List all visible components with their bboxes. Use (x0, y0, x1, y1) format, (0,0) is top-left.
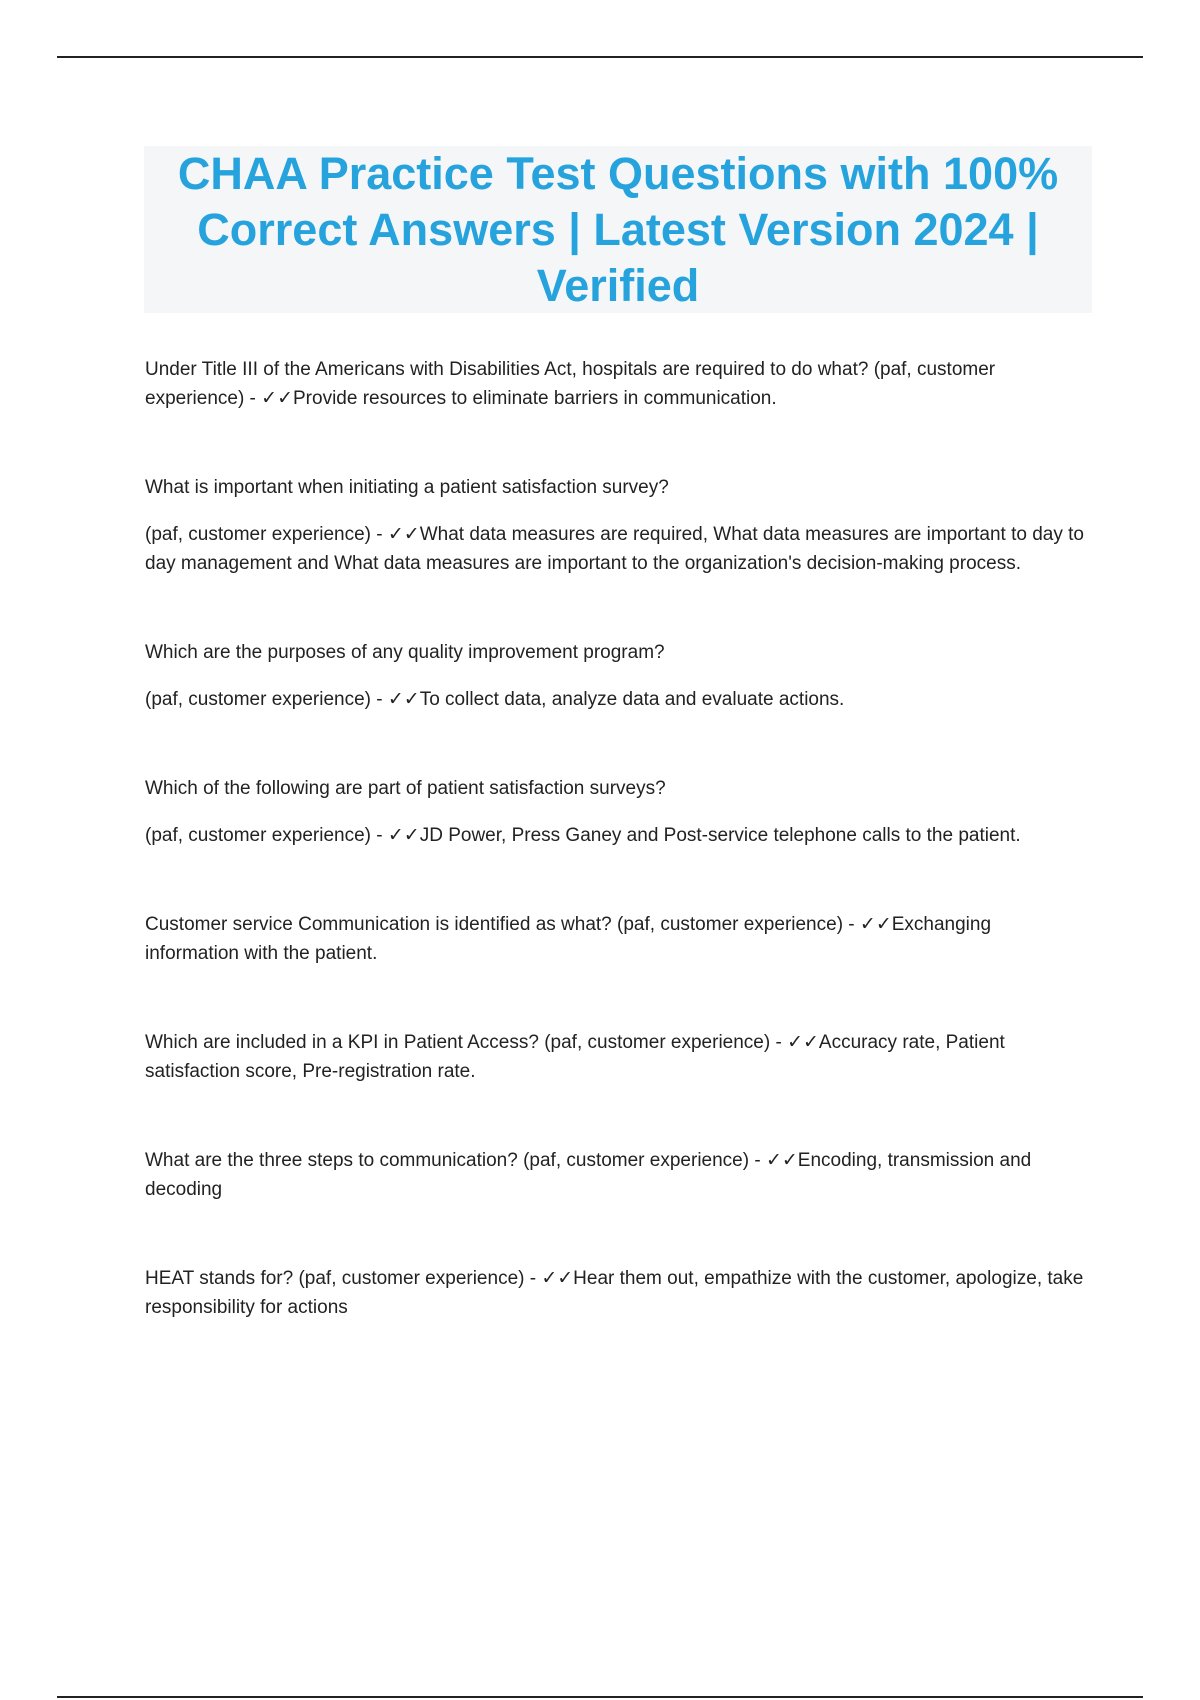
qa-item-6-text: Which are included in a KPI in Patient Access? (paf, customer experience) - ✓✓Accuracy rate, Patient satisfaction score, Pre-registration rate. (145, 1032, 1005, 1082)
qa-item-8 (145, 1264, 1090, 1322)
top-rule (57, 56, 1143, 58)
qa-item-5 (145, 910, 1090, 968)
title-banner (144, 146, 1092, 313)
qa-item-3-question: Which are the purposes of any quality improvement program? (145, 642, 665, 663)
qa-item-3-answer: (paf, customer experience) - ✓✓To collect data, analyze data and evaluate actions. (145, 689, 845, 710)
qa-item-4-answer: (paf, customer experience) - ✓✓JD Power, Press Ganey and Post-service telephone calls to the patient. (145, 825, 1021, 846)
qa-item-4 (145, 774, 1090, 850)
qa-item-4-question: Which of the following are part of patient satisfaction surveys? (145, 778, 666, 799)
qa-item-1 (145, 355, 1090, 413)
question-list (145, 355, 1090, 1322)
qa-item-8-text: HEAT stands for? (paf, customer experience) - ✓✓Hear them out, empathize with the customer, apologize, take responsibility for actions (145, 1268, 1084, 1318)
bottom-rule (57, 1696, 1143, 1698)
qa-item-2-answer: (paf, customer experience) - ✓✓What data measures are required, What data measures are important to day to day management and What data measures are important to the organization's decision-making process. (145, 524, 1084, 574)
qa-item-5-text: Customer service Communication is identified as what? (paf, customer experience) - ✓✓Exchanging information with the patient. (145, 914, 992, 964)
qa-item-1-text: Under Title III of the Americans with Disabilities Act, hospitals are required to do what? (paf, customer experience) - ✓✓Provide resources to eliminate barriers in communication. (145, 359, 996, 409)
qa-item-7 (145, 1146, 1090, 1204)
qa-item-2-question: What is important when initiating a patient satisfaction survey? (145, 477, 669, 498)
document-title: CHAA Practice Test Questions with 100% Correct Answers | Latest Version 2024 | Verified (177, 147, 1059, 311)
qa-item-2 (145, 473, 1090, 578)
qa-item-6 (145, 1028, 1090, 1086)
qa-item-3 (145, 638, 1090, 714)
qa-item-7-text: What are the three steps to communication? (paf, customer experience) - ✓✓Encoding, transmission and decoding (145, 1150, 1032, 1200)
